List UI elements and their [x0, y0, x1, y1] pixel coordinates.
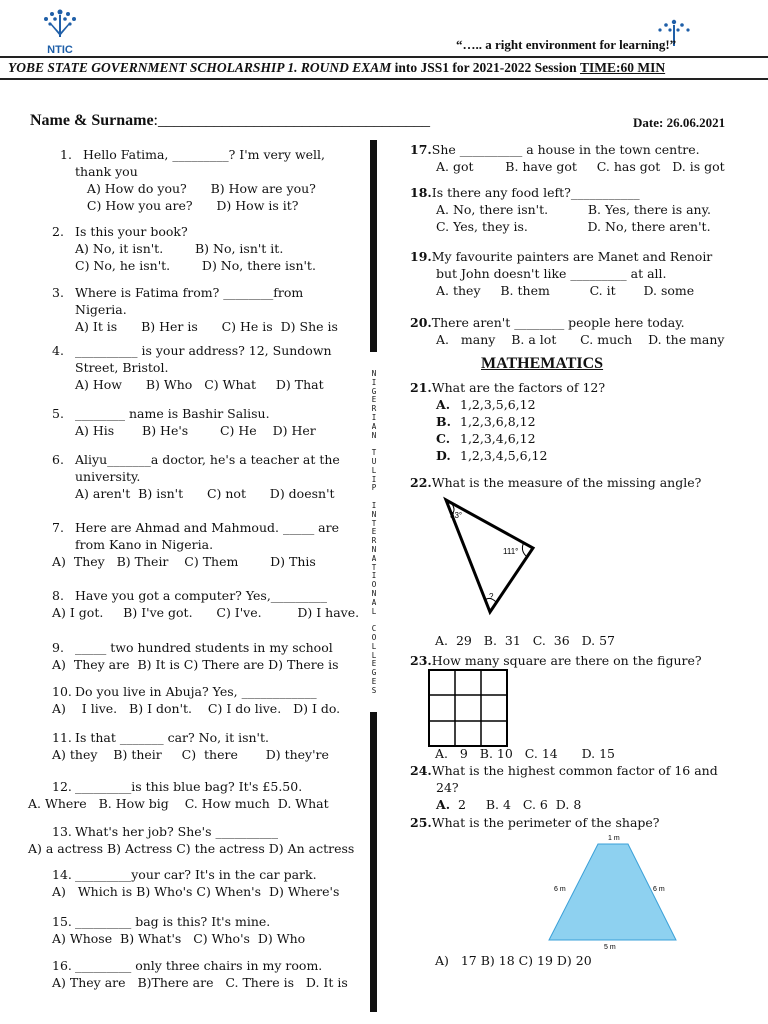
question-text: Is this your book?: [75, 224, 188, 239]
answer-options: A) Whose B) What's C) Who's D) Who: [52, 931, 306, 946]
question-number: 13.: [52, 824, 72, 839]
trapezoid-figure: [546, 832, 682, 950]
question-text: from Kano in Nigeria.: [75, 537, 214, 552]
question-text: ________ name is Bashir Salisu.: [75, 406, 270, 421]
answer-options: A) No, it isn't. B) No, isn't it.: [75, 241, 284, 256]
question-text: Is that _______ car? No, it isn't.: [75, 730, 269, 745]
answer-options: A) I got. B) I've got. C) I've. D) I have.: [52, 605, 360, 620]
right-side-label: 6 m: [653, 886, 665, 893]
question-13: [28, 823, 372, 857]
answer-options: A) They B) Their C) Them D) This: [52, 554, 316, 569]
answer-option: [436, 396, 605, 413]
question-number: 1.: [60, 147, 72, 162]
answer-options: A) Which is B) Who's C) When's D) Where's: [52, 884, 340, 899]
banner-time: TIME:60 MIN: [580, 60, 666, 75]
question-23: [410, 652, 702, 669]
question-number: 18.: [410, 185, 432, 200]
question-number: 21.: [410, 380, 432, 395]
option-value: 1,2,3,5,6,12: [460, 397, 536, 412]
question-number: 3.: [52, 285, 64, 300]
question-7: [52, 519, 372, 570]
question-text: _____ two hundred students in my school: [75, 640, 333, 655]
question-2: [52, 223, 372, 274]
question-text: _________ only three chairs in my room.: [75, 958, 323, 973]
question-number: 12.: [52, 779, 72, 794]
question-text: How many square are there on the figure?: [431, 653, 702, 668]
question-16: [52, 957, 372, 991]
school-logo: [38, 6, 82, 56]
angle-c-label: ?: [489, 592, 494, 601]
question-3: [52, 284, 372, 335]
answer-options: A. No, there isn't. B. Yes, there is any.: [436, 202, 711, 217]
angle-b-label: 111°: [503, 547, 519, 556]
answer-options: A) a actress B) Actress C) the actress D) An actress: [28, 841, 355, 856]
question-number: 5.: [52, 406, 64, 421]
question-text: Is there any food left?___________: [431, 185, 640, 200]
answer-options: C) How you are? D) How is it?: [75, 198, 299, 213]
question-20: [410, 314, 755, 348]
math-section-title: MATHEMATICS: [481, 355, 604, 372]
question-text: What are the factors of 12?: [431, 380, 606, 395]
question-text: thank you: [75, 164, 138, 179]
answer-options: C. Yes, they is. D. No, there aren't.: [436, 219, 711, 234]
question-text: Aliyu_______a doctor, he's a teacher at the: [75, 452, 340, 467]
exam-banner: [0, 56, 768, 80]
question-number: 14.: [52, 867, 72, 882]
option-value: 1,2,3,4,5,6,12: [460, 448, 548, 463]
answer-options: A) His B) He's C) He D) Her: [75, 423, 316, 438]
question-1: [52, 146, 372, 214]
question-number: 23.: [410, 653, 432, 668]
question-number: 15.: [52, 914, 72, 929]
answer-options: A. Where B. How big C. How much D. What: [28, 796, 329, 811]
question-number: 19.: [410, 249, 432, 264]
answer-options: A. they B. them C. it D. some: [436, 283, 695, 298]
answer-option: [436, 447, 605, 464]
question-text: Street, Bristol.: [75, 360, 169, 375]
option-value: 1,2,3,4,6,12: [460, 431, 536, 446]
question-25-options: A) 17 B) 18 C) 19 D) 20: [435, 953, 592, 968]
question-number: 7.: [52, 520, 64, 535]
option-a-label: A.: [436, 797, 451, 812]
question-text: university.: [75, 469, 141, 484]
question-11: [52, 729, 372, 763]
banner-title: YOBE STATE GOVERNMENT SCHOLARSHIP 1. ROUND EXAM: [8, 60, 392, 75]
answer-options: A) How do you? B) How are you?: [75, 181, 316, 196]
question-text: She __________ a house in the town centre.: [431, 142, 700, 157]
question-text: Here are Ahmad and Mahmoud. _____ are: [75, 520, 340, 535]
question-text: Have you got a computer? Yes,_________: [75, 588, 328, 603]
answer-options: A) How B) Who C) What D) That: [75, 377, 324, 392]
question-5: [52, 405, 372, 439]
answer-options: A. many B. a lot C. much D. the many: [436, 332, 725, 347]
vertical-college-name: N I G E R I A N T U L I P I N T E R N A T I O N A L C O L L E G E S: [371, 369, 377, 695]
answer-options: C) No, he isn't. D) No, there isn't.: [75, 258, 316, 273]
question-number: 2.: [52, 224, 64, 239]
question-9: [52, 639, 372, 673]
question-text: What's her job? She's __________: [75, 824, 279, 839]
question-number: 16.: [52, 958, 72, 973]
option-letter: D.: [436, 448, 451, 463]
motto: “….. a right environment for learning!”: [456, 37, 677, 52]
question-number: 6.: [52, 452, 64, 467]
question-8: [52, 587, 372, 621]
question-22: [410, 474, 701, 491]
question-text: Where is Fatima from? ________from: [75, 285, 304, 300]
question-15: [52, 913, 372, 947]
question-18: [410, 184, 755, 235]
question-text: Hello Fatima, _________? I'm very well,: [83, 147, 326, 162]
tulip-logo-icon: [38, 6, 82, 40]
question-number: 11.: [52, 730, 72, 745]
question-14: [52, 866, 372, 900]
question-number: 20.: [410, 315, 432, 330]
option-letter: C.: [436, 431, 451, 446]
grid-figure: [428, 669, 508, 747]
question-24: [410, 762, 718, 813]
question-17: [410, 141, 755, 175]
answer-option: [436, 413, 605, 430]
question-number: 24.: [410, 763, 432, 778]
question-number: 17.: [410, 142, 432, 157]
name-blank: :__________________________________: [153, 112, 430, 129]
question-text: Nigeria.: [75, 302, 127, 317]
question-number: 4.: [52, 343, 64, 358]
answer-options: A) They are B) It is C) There are D) There is: [52, 657, 339, 672]
question-number: 25.: [410, 815, 432, 830]
answer-options: A) It is B) Her is C) He is D) She is: [75, 319, 338, 334]
question-22-options: A. 29 B. 31 C. 36 D. 57: [435, 633, 615, 648]
question-23-options: A. 9 B. 10 C. 14 D. 15: [435, 746, 615, 761]
name-label: Name & Surname: [30, 112, 154, 129]
top-side-label: 1 m: [608, 835, 620, 842]
options: 2 B. 4 C. 6 D. 8: [450, 797, 582, 812]
angle-a-label: 33°: [450, 511, 463, 520]
question-text: _________ bag is this? It's mine.: [75, 914, 271, 929]
question-6: [52, 451, 372, 502]
answer-options: A. got B. have got C. has got D. is got: [436, 159, 725, 174]
question-text: What is the perimeter of the shape?: [431, 815, 660, 830]
logo-text: NTIC: [47, 44, 73, 56]
question-21: [410, 379, 605, 464]
question-12: [28, 778, 372, 812]
triangle-figure: [440, 496, 540, 616]
option-letter: A.: [436, 397, 451, 412]
question-text: What is the measure of the missing angle?: [431, 475, 702, 490]
question-text-line-1: What is the highest common factor of 16 and: [431, 763, 718, 778]
question-text-line-2: 24?: [436, 780, 459, 795]
bottom-side-label: 5 m: [604, 944, 616, 950]
question-number: 10.: [52, 684, 72, 699]
question-number: 22.: [410, 475, 432, 490]
answer-options: A) they B) their C) there D) they're: [52, 747, 329, 762]
question-text: __________ is your address? 12, Sundown: [75, 343, 332, 358]
question-19: [410, 248, 755, 299]
answer-options: A) I live. B) I don't. C) I do live. D) I do.: [52, 701, 341, 716]
question-10: [52, 683, 372, 717]
option-letter: B.: [436, 414, 451, 429]
question-text: _________your car? It's in the car park.: [75, 867, 317, 882]
answer-options: A) aren't B) isn't C) not D) doesn't: [75, 486, 335, 501]
question-text: _________is this blue bag? It's £5.50.: [75, 779, 303, 794]
question-text: My favourite painters are Manet and Renoir: [431, 249, 713, 264]
question-text: There aren't ________ people here today.: [431, 315, 685, 330]
question-4: [52, 342, 372, 393]
question-text: Do you live in Abuja? Yes, ____________: [75, 684, 317, 699]
question-number: 9.: [52, 640, 64, 655]
exam-date: Date: 26.06.2021: [633, 115, 726, 130]
answer-option: [436, 430, 605, 447]
name-field[interactable]: [30, 112, 430, 130]
option-value: 1,2,3,6,8,12: [460, 414, 536, 429]
question-text: but John doesn't like _________ at all.: [436, 266, 667, 281]
question-25: [410, 814, 660, 831]
left-side-label: 6 m: [554, 886, 566, 893]
answer-options: A) They are B)There are C. There is D. It is: [52, 975, 348, 990]
banner-session: into JSS1 for 2021-2022 Session: [394, 60, 577, 75]
question-number: 8.: [52, 588, 64, 603]
